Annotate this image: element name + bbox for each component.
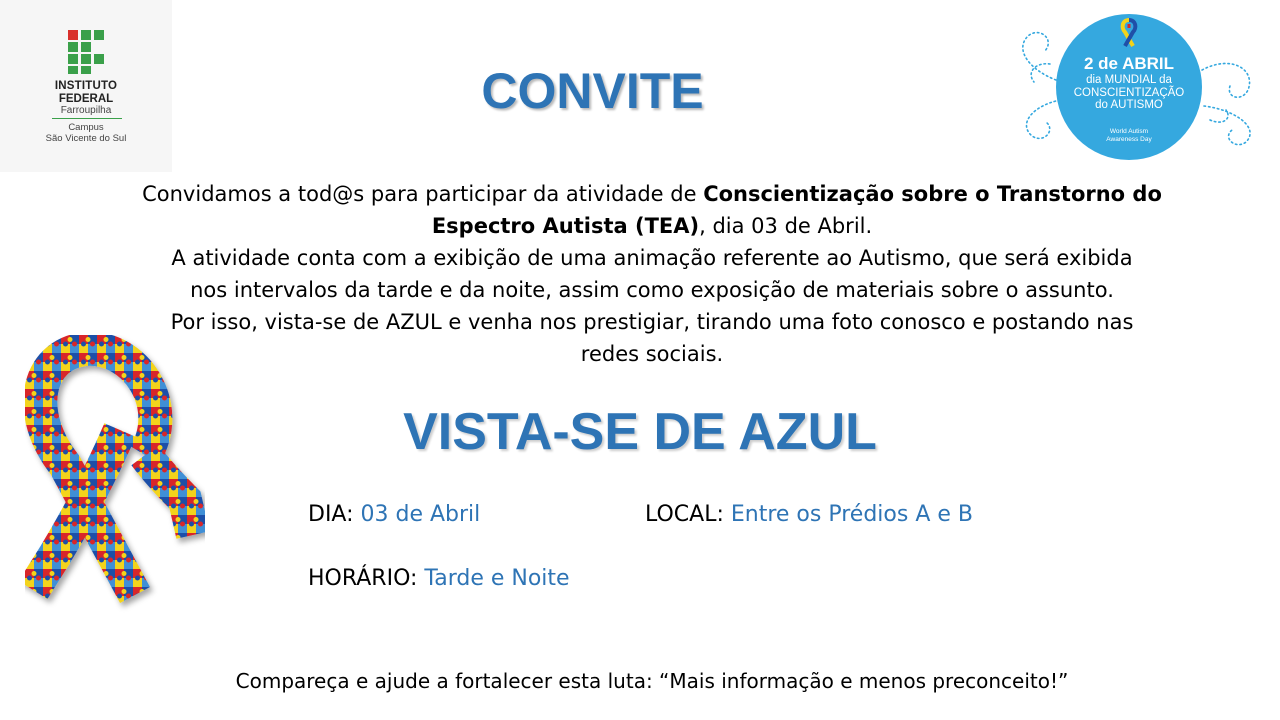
horario-value: Tarde e Noite — [424, 566, 570, 591]
paragraph3-line-1: Por isso, vista-se de AZUL e venha nos prestigiar, tirando uma foto conosco e postando nas — [170, 310, 1134, 334]
badge-text-english-2: Awareness Day — [1106, 136, 1152, 143]
institute-logo-icon — [68, 30, 104, 74]
footer-slogan: Compareça e ajude a fortalecer esta luta: “Mais informação e menos preconceito!” — [235, 669, 1069, 693]
logo-text-instituto: INSTITUTO — [54, 80, 118, 92]
paragraph2-line-2: nos intervalos da tarde e da noite, assim como exposição de materiais sobre o assunto. — [190, 278, 1114, 302]
autism-day-badge — [1010, 10, 1270, 160]
intro-bold-1: Conscientização sobre o Transtorno do — [703, 182, 1162, 206]
institute-logo — [0, 0, 172, 172]
badge-text-english-1: World Autism — [1109, 128, 1149, 135]
badge-text-line2: dia MUNDIAL da — [1086, 74, 1172, 86]
local-label: LOCAL: — [645, 502, 731, 527]
logo-text-farroupilha: Farroupilha — [60, 105, 112, 116]
dia-label: DIA: — [308, 502, 361, 527]
intro-line-2 — [140, 210, 1164, 242]
intro-line-1 — [140, 178, 1164, 210]
headline-vista-se-de-azul: VISTA-SE DE AZUL — [403, 403, 877, 461]
logo-text-campus-name: São Vicente do Sul — [45, 133, 127, 144]
intro-date: , dia 03 de Abril. — [699, 214, 873, 238]
logo-text-campus: Campus — [68, 122, 104, 133]
local-value: Entre os Prédios A e B — [730, 502, 973, 527]
badge-date: 2 de ABRIL — [1083, 54, 1175, 73]
paragraph3-line-2: redes sociais. — [580, 342, 724, 366]
logo-divider — [52, 118, 122, 119]
badge-text-line4: do AUTISMO — [1095, 99, 1163, 111]
detail-horario — [308, 566, 570, 591]
page-title: CONVITE — [481, 63, 704, 119]
paragraph2-line-1: A atividade conta com a exibição de uma animação referente ao Autismo, que será exibida — [171, 246, 1133, 270]
intro-bold-2: Espectro Autista (TEA) — [431, 214, 700, 238]
intro-text: Convidamos a tod@s para participar da atividade de — [142, 182, 704, 206]
dia-value: 03 de Abril — [360, 502, 481, 527]
detail-local — [645, 502, 973, 527]
puzzle-ribbon-icon — [25, 335, 205, 615]
detail-dia — [308, 502, 480, 527]
badge-ribbon-icon — [1118, 18, 1140, 48]
logo-text-federal: FEDERAL — [58, 93, 114, 105]
horario-label: HORÁRIO: — [308, 566, 425, 591]
badge-text-line3: CONSCIENTIZAÇÃO — [1073, 87, 1185, 99]
